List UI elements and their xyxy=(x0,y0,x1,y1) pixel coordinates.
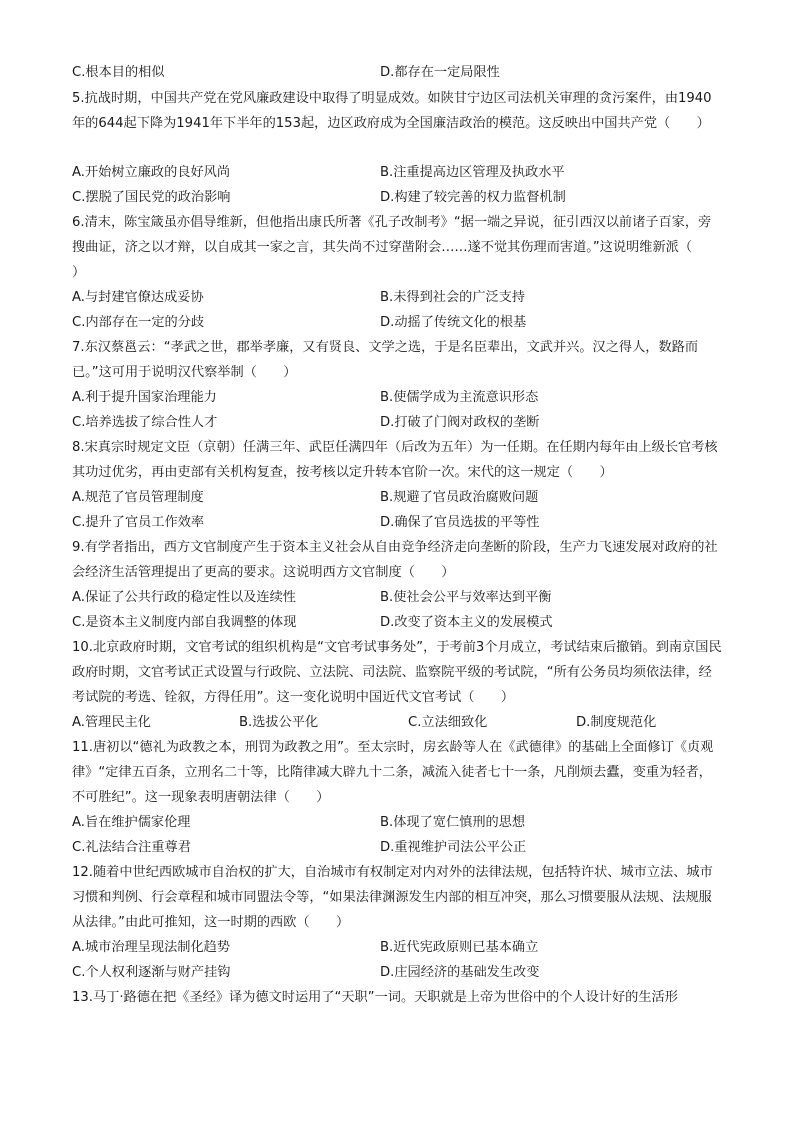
option-b: B.选拔公平化 xyxy=(239,715,319,730)
option-c: C.个人权利逐渐与财产挂钩 xyxy=(72,965,231,980)
option-a: A.旨在维护儒家伦理 xyxy=(72,815,191,830)
option-b: B.注重提高边区管理及执政水平 xyxy=(380,165,565,180)
option-b: B.使社会公平与效率达到平衡 xyxy=(380,590,552,605)
question-5-stem: 5.抗战时期，中国共产党在党风廉政建设中取得了明显成效。如陕甘宁边区司法机关审理的贪污案件，由1940年的644起下降为1941年下半年的153起，边区政府成为全国廉洁政治的模范。这反映出中国共产党（ ） xyxy=(72,91,712,131)
q4-options-row xyxy=(72,60,722,85)
option-a: A.管理民主化 xyxy=(72,715,151,730)
question-11-stem: 11.唐初以“德礼为政教之本，刑罚为政教之用”。至太宗时，房玄龄等人在《武德律》的基础上全面修订《贞观律》“定律五百条，立刑名二十等，比隋律减大辟九十二条，减流入徒者七十一条，凡削烦去蠹，变重为轻者，不可胜纪”。这一现象表明唐朝法律（ ） xyxy=(72,740,714,805)
option-a: A.与封建官僚达成妥协 xyxy=(72,290,204,305)
option-c: C.礼法结合注重尊君 xyxy=(72,840,191,855)
question-9-options-cd xyxy=(72,610,722,635)
option-d: D.制度规范化 xyxy=(576,715,657,730)
option-b: B.使儒学成为主流意识形态 xyxy=(380,390,539,405)
question-8-options-ab xyxy=(72,485,722,510)
option-b: B.规避了官员政治腐败问题 xyxy=(380,490,539,505)
option-a: A.利于提升国家治理能力 xyxy=(72,390,217,405)
option-b: B.体现了宽仁慎刑的思想 xyxy=(380,815,526,830)
question-8-stem: 8.宋真宗时规定文臣（京朝）任满三年、武臣任满四年（后改为五年）为一任期。在任期内每年由上级长官考核其功过优劣，再由吏部有关机构复查，按考核以定升转本官阶一次。宋代的这一规定（ ） xyxy=(72,440,718,480)
question-6-options-ab xyxy=(72,285,722,310)
option-c: C.是资本主义制度内部自我调整的体现 xyxy=(72,615,297,630)
question-6-stem: 6.清末，陈宝箴虽亦倡导维新，但他指出康氏所著《孔子改制考》“据一端之异说，征引西汉以前诸子百家，旁搜曲证，济之以才辩，以自成其一家之言，其失尚不过穿凿附会……遂不觉其伤理而害道。”这说明维新派（ ） xyxy=(72,215,719,280)
question-12-options-ab xyxy=(72,935,722,960)
question-6-options-cd xyxy=(72,310,722,335)
question-7-options-cd xyxy=(72,410,722,435)
question-11-options-ab xyxy=(72,810,722,835)
option-c: C.立法细致化 xyxy=(408,715,488,730)
question-9-stem: 9.有学者指出，西方文官制度产生于资本主义社会从自由竞争经济走向垄断的阶段，生产力飞速发展对政府的社会经济生活管理提出了更高的要求。这说明西方文官制度（ ） xyxy=(72,540,718,580)
question-9-options-ab xyxy=(72,585,722,610)
q4-option-c: C.根本目的相似 xyxy=(72,65,165,80)
question-5-options-cd xyxy=(72,185,722,210)
option-d: D.打破了门阀对政权的垄断 xyxy=(380,415,540,430)
option-d: D.重视维护司法公平公正 xyxy=(380,840,527,855)
option-c: C.摆脱了国民党的政治影响 xyxy=(72,190,231,205)
option-a: A.城市治理呈现法制化趋势 xyxy=(72,940,231,955)
question-12-options-cd xyxy=(72,960,722,985)
option-d: D.动摇了传统文化的根基 xyxy=(380,315,527,330)
option-b: B.未得到社会的广泛支持 xyxy=(380,290,526,305)
q4-option-d: D.都存在一定局限性 xyxy=(380,65,500,80)
option-d: D.确保了官员选拔的平等性 xyxy=(380,515,540,530)
question-10-options xyxy=(72,710,722,735)
option-c: C.内部存在一定的分歧 xyxy=(72,315,205,330)
option-d: D.庄园经济的基础发生改变 xyxy=(380,965,540,980)
question-5-options-ab xyxy=(72,160,722,185)
option-a: A.规范了官员管理制度 xyxy=(72,490,204,505)
option-d: D.构建了较完善的权力监督机制 xyxy=(380,190,566,205)
option-a: A.保证了公共行政的稳定性以及连续性 xyxy=(72,590,296,605)
question-7-stem: 7.东汉蔡邕云：“孝武之世，郡举孝廉，又有贤良、文学之选，于是名臣辈出，文武并兴。汉之得人，数路而已。”这可用于说明汉代察举制（ ） xyxy=(72,340,699,380)
option-d: D.改变了资本主义的发展模式 xyxy=(380,615,553,630)
question-8-options-cd xyxy=(72,510,722,535)
option-c: C.培养选拔了综合性人才 xyxy=(72,415,218,430)
question-7-options-ab xyxy=(72,385,722,410)
question-12-stem: 12.随着中世纪西欧城市自治权的扩大，自治城市有权制定对内对外的法律法规，包括特许状、城市立法、城市习惯和判例、行会章程和城市同盟法令等，“如果法律渊源发生内部的相互冲突，那么习惯要服从法规、法规服从法律。”由此可推知，这一时期的西欧（ ） xyxy=(72,865,713,930)
question-10-stem: 10.北京政府时期，文官考试的组织机构是“文官考试事务处”，于考前3个月成立，考试结束后撤销。到南京国民政府时期，文官考试正式设置与行政院、立法院、司法院、监察院平级的考试院，“所有公务员均须依法律，经考试院的考选、铨叙，方得任用”。这一变化说明中国近代文官考试（ ） xyxy=(72,640,722,705)
question-11-options-cd xyxy=(72,835,722,860)
option-a: A.开始树立廉政的良好风尚 xyxy=(72,165,231,180)
option-c: C.提升了官员工作效率 xyxy=(72,515,205,530)
question-13-stem-partial: 13.马丁·路德在把《圣经》译为德文时运用了“天职”一词。天职就是上帝为世俗中的个人设计好的生活形 xyxy=(72,990,678,1005)
option-b: B.近代宪政原则已基本确立 xyxy=(380,940,539,955)
